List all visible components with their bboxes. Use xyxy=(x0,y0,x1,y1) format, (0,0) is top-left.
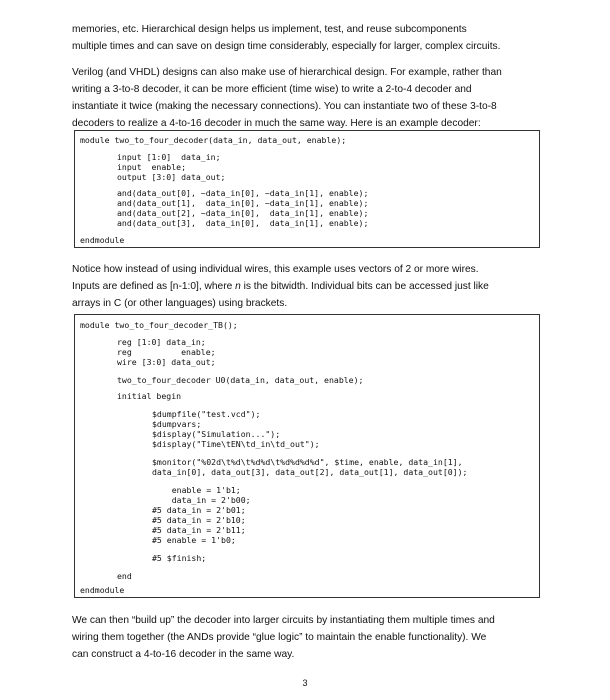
text-line: writing a 3-to-8 decoder, it can be more efficient (time wise) to write a 2-to-4 decoder and xyxy=(72,84,472,95)
code-line: wire [3:0] data_out; xyxy=(117,357,216,367)
code-line: #5 enable = 1'b0; xyxy=(152,535,236,545)
code-line: initial begin xyxy=(117,391,182,401)
code-line: #5 data_in = 2'b01; xyxy=(152,505,246,515)
code-line: endmodule xyxy=(80,235,125,245)
code-line: #5 $finish; xyxy=(152,553,207,563)
code-line: enable = 1'b1; xyxy=(152,485,241,495)
text-span: Inputs are defined as [n-1:0], where xyxy=(72,281,236,292)
text-line: instantiate it twice (making the necessary connections). You can instantiate two of these 3-to-8 xyxy=(72,101,497,112)
text-line: wiring them together (the ANDs provide “glue logic” to maintain the enable functionality). We xyxy=(72,632,487,643)
code-line: reg enable; xyxy=(117,347,216,357)
code-line: output [3:0] data_out; xyxy=(117,172,226,182)
code-block-decoder xyxy=(74,130,540,248)
code-line: end xyxy=(117,571,132,581)
italic-variable: n xyxy=(235,281,241,292)
text-line xyxy=(72,278,548,295)
code-line: and(data_out[0], ~data_in[0], ~data_in[1], enable); xyxy=(117,188,369,198)
code-line: $monitor("%02d\t%d\t%d%d\t%d%d%d%d", $time, enable, data_in[1], xyxy=(152,457,463,467)
text-line: decoders to realize a 4-to-16 decoder in much the same way. Here is an example decoder: xyxy=(72,118,481,129)
code-line: data_in = 2'b00; xyxy=(152,495,251,505)
text-line: multiple times and can save on design time considerably, especially for larger, complex circuits. xyxy=(72,41,501,52)
text-span: is the bitwidth. Individual bits can be accessed just like xyxy=(240,281,489,292)
code-block-testbench xyxy=(74,314,540,598)
code-line: data_in[0], data_out[3], data_out[2], data_out[1], data_out[0]); xyxy=(152,467,468,477)
code-line: $display("Simulation..."); xyxy=(152,429,281,439)
code-line: module two_to_four_decoder_TB(); xyxy=(80,320,238,330)
text-line: can construct a 4-to-16 decoder in the same way. xyxy=(72,649,295,660)
paragraph-hierarchical-intro xyxy=(72,21,548,55)
code-line: input [1:0] data_in; xyxy=(117,152,221,162)
code-line: endmodule xyxy=(80,585,125,595)
text-line: We can then “build up” the decoder into larger circuits by instantiating them multiple times and xyxy=(72,615,495,626)
code-line: #5 data_in = 2'b11; xyxy=(152,525,246,535)
page-number: 3 xyxy=(302,678,308,688)
text-line: memories, etc. Hierarchical design helps us implement, test, and reuse subcomponents xyxy=(72,24,467,35)
code-line: input enable; xyxy=(117,162,187,172)
text-line: Verilog (and VHDL) designs can also make use of hierarchical design. For example, rather than xyxy=(72,67,502,78)
code-line: and(data_out[3], data_in[0], data_in[1], enable); xyxy=(117,218,369,228)
paragraph-vectors xyxy=(72,261,548,312)
paragraph-verilog-hierarchy xyxy=(72,64,548,132)
code-line: module two_to_four_decoder(data_in, data_out, enable); xyxy=(80,135,347,145)
code-line: and(data_out[1], data_in[0], ~data_in[1], enable); xyxy=(117,198,369,208)
code-line: reg [1:0] data_in; xyxy=(117,337,206,347)
code-line: and(data_out[2], ~data_in[0], data_in[1], enable); xyxy=(117,208,369,218)
code-line: $dumpvars; xyxy=(152,419,202,429)
code-line: $display("Time\tEN\td_in\td_out"); xyxy=(152,439,320,449)
text-line: Notice how instead of using individual wires, this example uses vectors of 2 or more wires. xyxy=(72,264,479,275)
text-line: arrays in C (or other languages) using brackets. xyxy=(72,298,288,309)
code-line: #5 data_in = 2'b10; xyxy=(152,515,246,525)
paragraph-build-up xyxy=(72,612,548,663)
code-line: two_to_four_decoder U0(data_in, data_out, enable); xyxy=(117,375,364,385)
code-line: $dumpfile("test.vcd"); xyxy=(152,409,261,419)
